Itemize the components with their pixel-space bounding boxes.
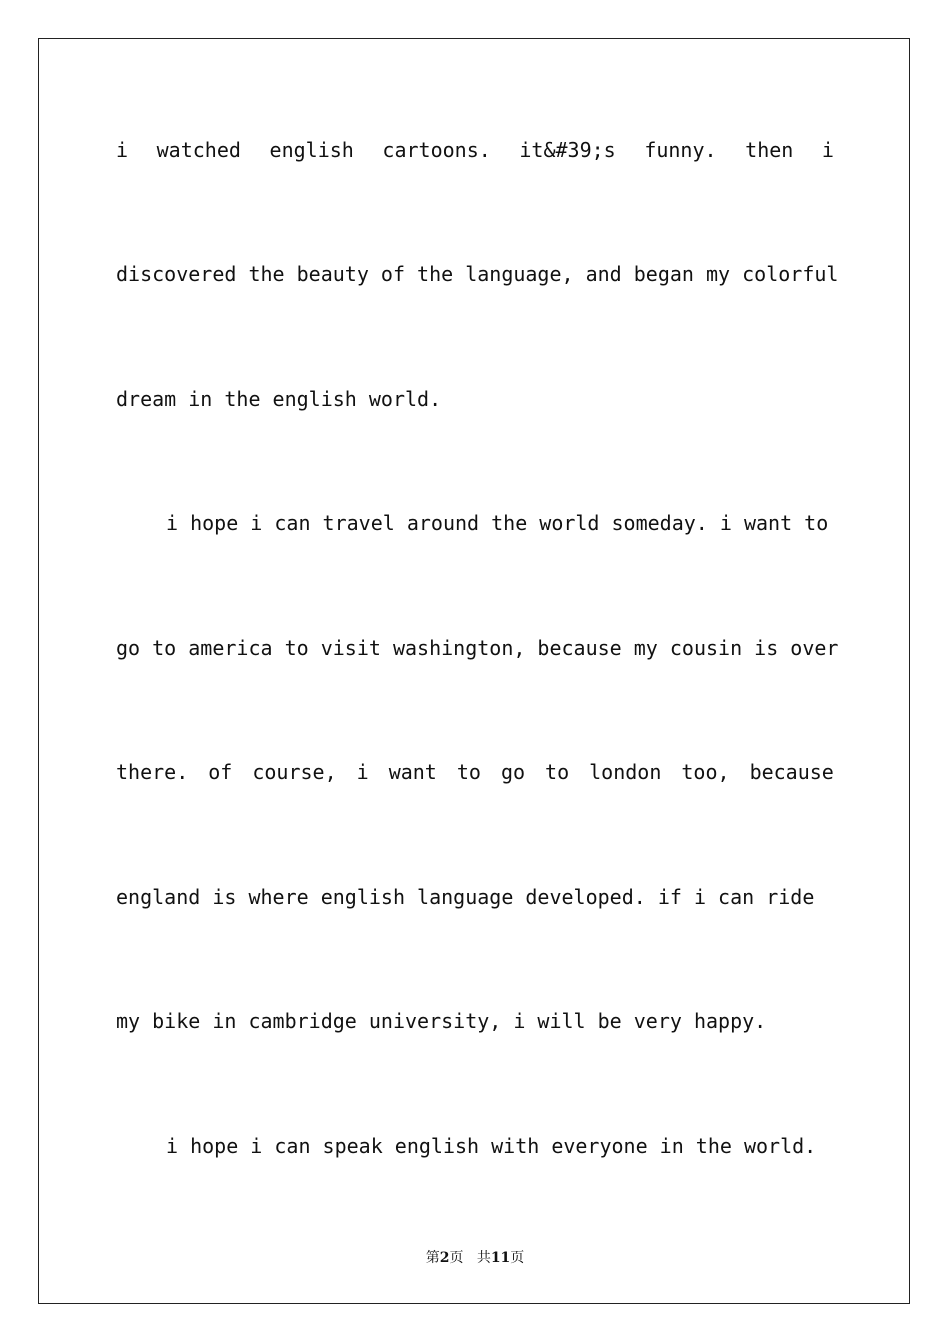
word: then bbox=[745, 138, 794, 162]
body-line-8: my bike in cambridge university, i will be very happy. bbox=[116, 1009, 767, 1033]
word: i bbox=[821, 138, 834, 162]
body-line-4: i hope i can travel around the world someday. i want to bbox=[166, 511, 829, 535]
word: because bbox=[749, 760, 834, 784]
word: want bbox=[388, 760, 437, 784]
body-line-7: england is where english language developed. if i can ride bbox=[116, 885, 815, 909]
body-line-1 bbox=[116, 138, 834, 162]
body-line-9: i hope i can speak english with everyone in the world. bbox=[166, 1134, 817, 1158]
body-line-2: discovered the beauty of the language, and began my colorful bbox=[116, 262, 839, 286]
word: watched bbox=[156, 138, 241, 162]
page-prefix: 第 bbox=[425, 1250, 440, 1266]
page-footer bbox=[0, 1247, 950, 1267]
word: course, bbox=[252, 760, 337, 784]
page-suffix: 页 bbox=[449, 1250, 464, 1266]
word: english bbox=[269, 138, 354, 162]
word: london bbox=[589, 760, 662, 784]
word: too, bbox=[681, 760, 730, 784]
word: i bbox=[356, 760, 369, 784]
body-line-5: go to america to visit washington, because my cousin is over bbox=[116, 636, 839, 660]
word: to bbox=[545, 760, 570, 784]
word: i bbox=[116, 138, 129, 162]
word: of bbox=[208, 760, 233, 784]
page-number: 2 bbox=[439, 1250, 450, 1266]
word: there. bbox=[116, 760, 189, 784]
total-prefix: 共 bbox=[476, 1250, 491, 1266]
word: go bbox=[500, 760, 526, 784]
body-line-6 bbox=[116, 760, 834, 784]
word: cartoons. bbox=[382, 138, 491, 162]
total-pages: 11 bbox=[490, 1250, 511, 1266]
word: it&#39;s bbox=[519, 138, 616, 162]
body-line-3: dream in the english world. bbox=[116, 387, 442, 411]
word: to bbox=[456, 760, 481, 784]
total-suffix: 页 bbox=[510, 1250, 525, 1266]
page-frame bbox=[38, 38, 910, 1304]
word: funny. bbox=[644, 138, 717, 162]
